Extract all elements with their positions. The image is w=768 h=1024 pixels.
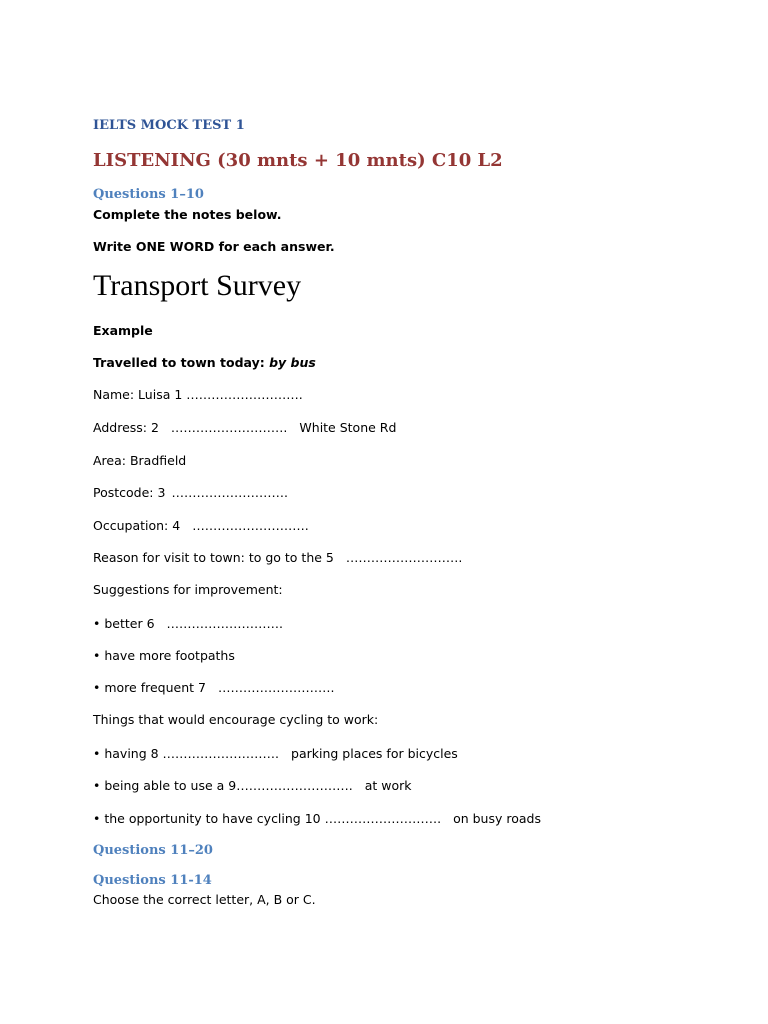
section-title: LISTENING (30 mnts + 10 mnts) C10 L2 [93, 150, 503, 171]
questions-1-10-heading: Questions 1–10 [93, 187, 204, 202]
answer-blank-3: ………………………. [171, 485, 288, 500]
answer-blank-5: ………………………. [345, 550, 463, 565]
bullet-10-prefix: • the opportunity to have cycling 10 ………………………. [93, 811, 442, 826]
answer-blank-6: ………………………. [166, 616, 284, 631]
name-line: Name: Luisa 1 ………………………. [93, 387, 303, 402]
example-label: Example [93, 323, 153, 338]
reason-prefix: Reason for visit to town: to go to the 5 [93, 550, 334, 565]
bullet-6-line [93, 616, 283, 631]
instruction-one-word: Write ONE WORD for each answer. [93, 239, 335, 254]
postcode-line [93, 485, 288, 500]
occupation-prefix: Occupation: 4 [93, 518, 181, 533]
example-line [93, 355, 316, 370]
address-line [93, 420, 396, 435]
instruction-complete-notes: Complete the notes below. [93, 207, 282, 222]
reason-line [93, 550, 462, 565]
notes-title: Transport Survey [93, 269, 302, 302]
example-answer: by bus [269, 355, 316, 370]
bullet-footpaths: • have more footpaths [93, 648, 235, 663]
bullet-8-line [93, 746, 458, 761]
bullet-7-prefix: • more frequent 7 [93, 680, 206, 695]
address-suffix: White Stone Rd [299, 420, 397, 435]
answer-blank-2: ………………………. [170, 420, 288, 435]
bullet-8-suffix: parking places for bicycles [291, 746, 458, 761]
bullet-10-line [93, 811, 541, 826]
bullet-9-suffix: at work [364, 778, 412, 793]
bullet-10-suffix: on busy roads [453, 811, 541, 826]
bullet-9-line [93, 778, 411, 793]
answer-blank-7: ………………………. [217, 680, 335, 695]
bullet-9-prefix: • being able to use a 9………………………. [93, 778, 353, 793]
postcode-prefix: Postcode: 3 [93, 485, 166, 500]
questions-11-14-heading: Questions 11-14 [93, 873, 212, 888]
bullet-8-prefix: • having 8 ………………………. [93, 746, 280, 761]
answer-blank-4: ………………………. [192, 518, 309, 533]
cycling-heading: Things that would encourage cycling to work: [93, 712, 379, 727]
bullet-6-prefix: • better 6 [93, 616, 155, 631]
questions-11-20-heading: Questions 11–20 [93, 843, 213, 858]
instruction-choose-letter: Choose the correct letter, A, B or C. [93, 892, 316, 907]
test-title: IELTS MOCK TEST 1 [93, 118, 245, 133]
occupation-line [93, 518, 309, 533]
bullet-7-line [93, 680, 334, 695]
example-text: Travelled to town today: [93, 355, 270, 370]
address-prefix: Address: 2 [93, 420, 159, 435]
suggestions-heading: Suggestions for improvement: [93, 582, 283, 597]
area-line: Area: Bradfield [93, 453, 187, 468]
